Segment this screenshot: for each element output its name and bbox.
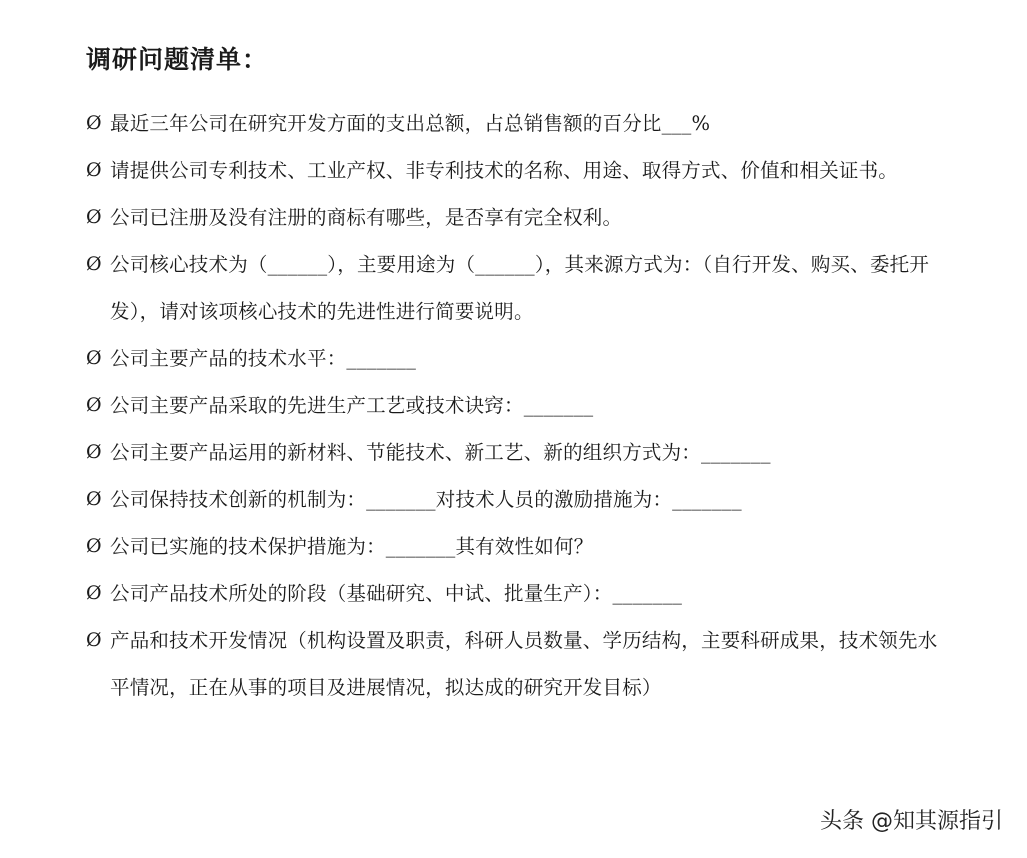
list-item xyxy=(86,147,946,194)
watermark-label: 头条 @知其源指引 xyxy=(820,809,1003,834)
list-item xyxy=(86,100,946,147)
bullet-icon: Ø xyxy=(86,582,102,604)
list-item xyxy=(86,476,946,523)
question-list xyxy=(86,100,946,711)
list-item xyxy=(86,382,946,429)
item-text: 公司已实施的技术保护措施为：_______其有效性如何？ xyxy=(110,535,594,558)
bullet-icon: Ø xyxy=(86,629,102,651)
item-text: 公司已注册及没有注册的商标有哪些，是否享有完全权利。 xyxy=(110,206,623,229)
bullet-icon: Ø xyxy=(86,206,102,228)
list-item xyxy=(86,570,946,617)
item-text: 公司主要产品运用的新材料、节能技术、新工艺、新的组织方式为：_______ xyxy=(110,441,771,464)
bullet-icon: Ø xyxy=(86,253,102,275)
item-text: 公司产品技术所处的阶段（基础研究、中试、批量生产）：_______ xyxy=(110,582,683,605)
list-item xyxy=(86,194,946,241)
list-item xyxy=(86,241,946,335)
list-item xyxy=(86,335,946,382)
item-text: 请提供公司专利技术、工业产权、非专利技术的名称、用途、取得方式、价值和相关证书。 xyxy=(110,159,899,182)
bullet-icon: Ø xyxy=(86,159,102,181)
item-text: 产品和技术开发情况（机构设置及职责，科研人员数量、学历结构，主要科研成果，技术领先水平情况，正在从事的项目及进展情况，拟达成的研究开发目标） xyxy=(110,629,938,699)
bullet-icon: Ø xyxy=(86,441,102,463)
bullet-icon: Ø xyxy=(86,394,102,416)
bullet-icon: Ø xyxy=(86,488,102,510)
item-text: 公司核心技术为（______），主要用途为（______），其来源方式为：（自行开发、购买、委托开发），请对该项核心技术的先进性进行简要说明。 xyxy=(110,253,930,323)
item-text: 公司主要产品的技术水平：_______ xyxy=(110,347,417,370)
list-item xyxy=(86,429,946,476)
list-item xyxy=(86,617,946,711)
bullet-icon: Ø xyxy=(86,535,102,557)
page-title: 调研问题清单： xyxy=(86,45,269,74)
bullet-icon: Ø xyxy=(86,347,102,369)
bullet-icon: Ø xyxy=(86,112,102,134)
item-text: 公司保持技术创新的机制为：_______对技术人员的激励措施为：_______ xyxy=(110,488,742,511)
item-text: 最近三年公司在研究开发方面的支出总额，占总销售额的百分比___% xyxy=(110,112,711,135)
item-text: 公司主要产品采取的先进生产工艺或技术诀窍：_______ xyxy=(110,394,594,417)
list-item xyxy=(86,523,946,570)
